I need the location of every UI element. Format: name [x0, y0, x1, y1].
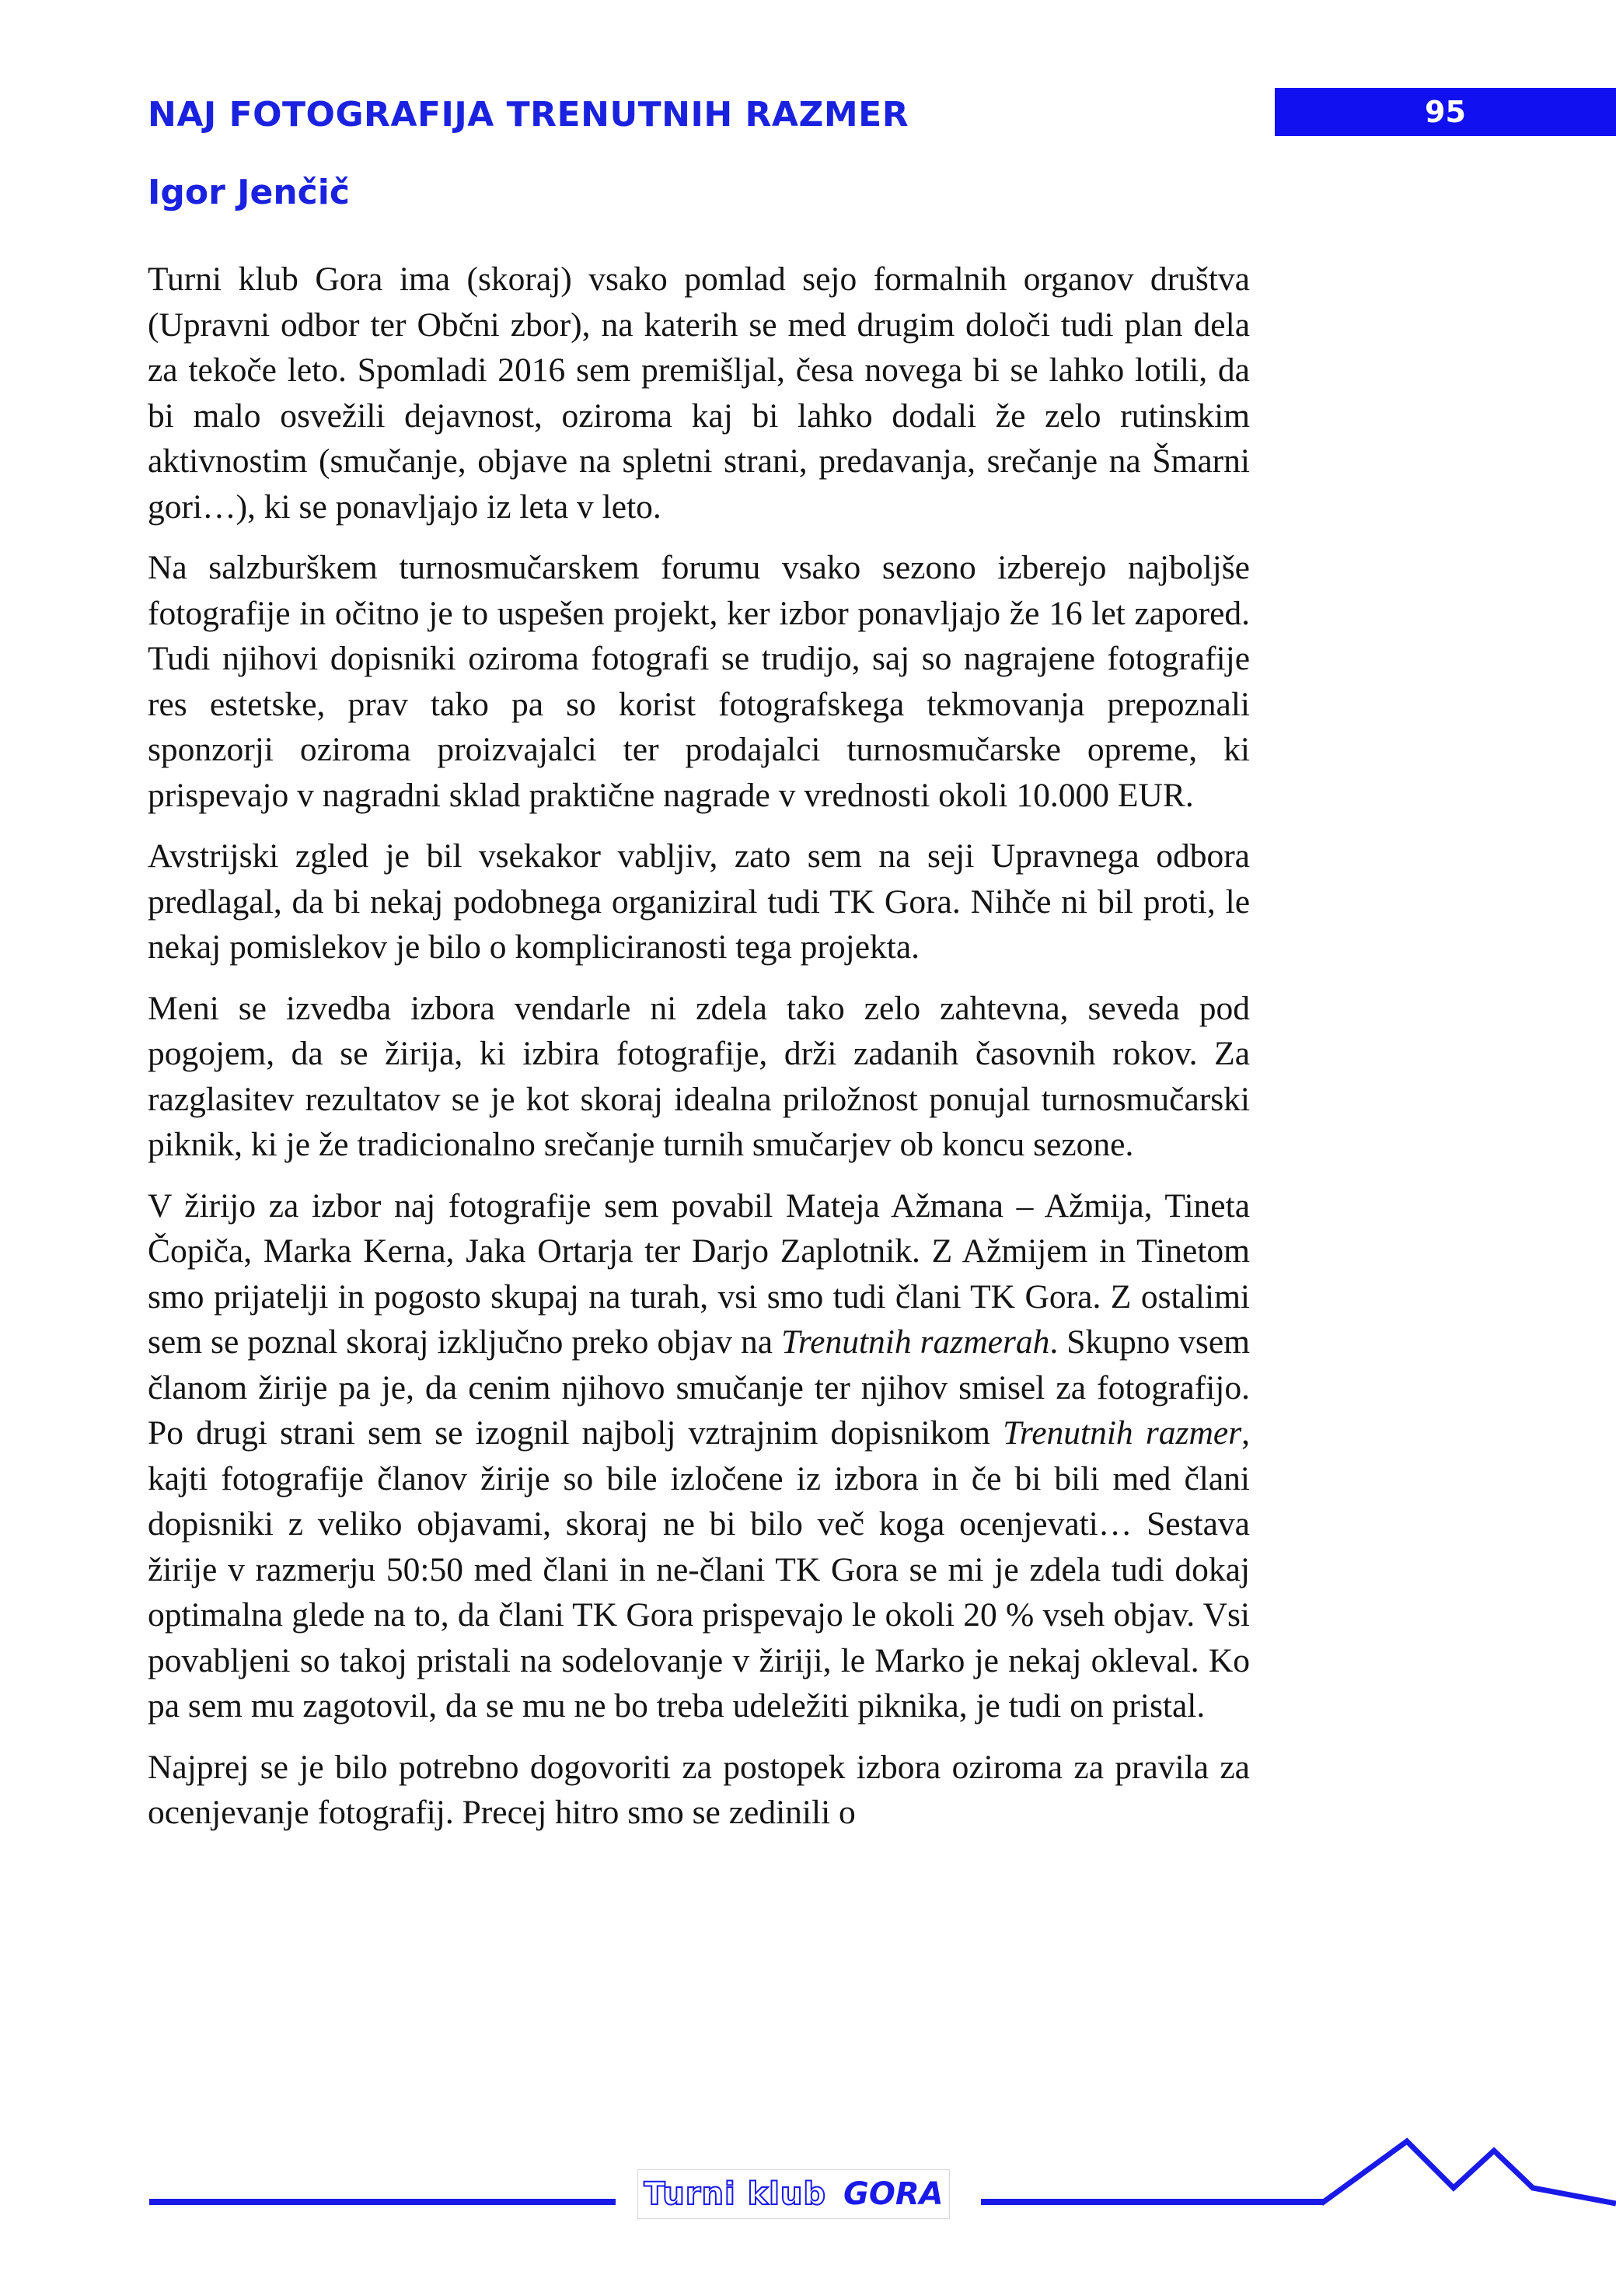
paragraph-text: Avstrijski zgled je bil vsekakor vabljiv, zato sem na seji Upravnega odbora predlagal, da bi nekaj podobnega organiziral tudi TK Gora. Nihče ni bil proti, le nekaj pomislekov je bilo o kompliciranosti tega projekta. — [148, 837, 1250, 966]
footer-logo-text-club: Turni klub — [644, 2176, 827, 2212]
article-paragraph — [148, 1183, 1250, 1729]
mountain-icon — [1275, 2123, 1616, 2216]
article-paragraph — [148, 1745, 1250, 1836]
paragraph-text: Turni klub Gora ima (skoraj) vsako pomlad sejo formalnih organov društva (Upravni odbor ter Občni zbor), na katerih se med drugim določi tudi plan dela za tekoče leto. Spomladi 2016 sem premišljal, česa novega bi se lahko lotili, da bi malo osvežili dejavnost, oziroma kaj bi lahko dodali že zelo rutinskim aktivnostim (smučanje, objave na spletni strani, predavanja, srečanje na Šmarni gori…), ki se ponavljajo iz leta v leto. — [148, 260, 1250, 526]
page-title: NAJ FOTOGRAFIJA TRENUTNIH RAZMER — [148, 95, 909, 135]
italic-text: Trenutnih razmerah — [781, 1323, 1050, 1361]
paragraph-text: V žirijo za izbor naj fotografije sem povabil Mateja Ažmana – Ažmija, Tineta Čopiča, Marka Kerna, Jaka Ortarja ter Darjo Zaplotnik. Z Ažmijem in Tinetom smo prijatelji in pogosto skupaj na turah, vsi smo tudi člani TK Gora. Z ostalimi sem se poznal skoraj izključno preko objav na — [148, 1186, 1250, 1361]
footer-logo-text-gora: GORA — [843, 2176, 944, 2212]
page-number: 95 — [1425, 95, 1466, 129]
italic-text: Trenutnih razmer — [1003, 1414, 1242, 1452]
paragraph-text: Najprej se je bilo potrebno dogovoriti za postopek izbora oziroma za pravila za ocenjevanje fotografij. Precej hitro smo se zedinili o — [148, 1748, 1250, 1831]
footer-divider-left — [149, 2199, 616, 2205]
footer-logo — [637, 2169, 950, 2219]
article-author: Igor Jenčič — [148, 173, 350, 212]
paragraph-text: . Skupno vsem članom žirije pa je, da cenim njihovo smučanje ter njihov smisel za fotografijo. Po drugi strani sem se izognil najbolj vztrajnim dopisnikom — [148, 1323, 1250, 1452]
article-paragraph — [148, 257, 1250, 529]
page-number-box — [1275, 88, 1616, 136]
paragraph-text: Na salzburškem turnosmučarskem forumu vsako sezono izberejo najboljše fotografije in očitno je to uspešen projekt, ker izbor ponavljajo že 16 let zapored. Tudi njihovi dopisniki oziroma fotografi se trudijo, saj so nagrajene fotografije res estetske, prav tako pa so korist fotografskega tekmovanja prepoznali sponzorji oziroma proizvajalci ter prodajalci turnosmučarske opreme, ki prispevajo v nagradni sklad praktične nagrade v vrednosti okoli 10.000 EUR. — [148, 549, 1250, 814]
footer-divider-right — [981, 2199, 1323, 2205]
paragraph-text: , kajti fotografije članov žirije so bile izločene iz izbora in če bi bili med člani dopisniki z veliko objavami, skoraj ne bi bilo več koga ocenjevati… Sestava žirije v razmerju 50:50 med člani in ne-člani TK Gora se mi je zdela tudi dokaj optimalna glede na to, da člani TK Gora prispevajo le okoli 20 % vseh objav. Vsi povabljeni so takoj pristali na sodelovanje v žiriji, le Marko je nekaj okleval. Ko pa sem mu zagotovil, da se mu ne bo treba udeležiti piknika, je tudi on pristal. — [148, 1414, 1250, 1725]
article-paragraph — [148, 986, 1250, 1168]
article-paragraph — [148, 833, 1250, 970]
article-body — [148, 257, 1250, 1851]
paragraph-text: Meni se izvedba izbora vendarle ni zdela tako zelo zahtevna, seveda pod pogojem, da se žirija, ki izbira fotografije, drži zadanih časovnih rokov. Za razglasitev rezultatov se je kot skoraj idealna priložnost ponujal turnosmučarski piknik, ki je že tradicionalno srečanje turnih smučarjev ob koncu sezone. — [148, 989, 1250, 1163]
article-paragraph — [148, 545, 1250, 818]
